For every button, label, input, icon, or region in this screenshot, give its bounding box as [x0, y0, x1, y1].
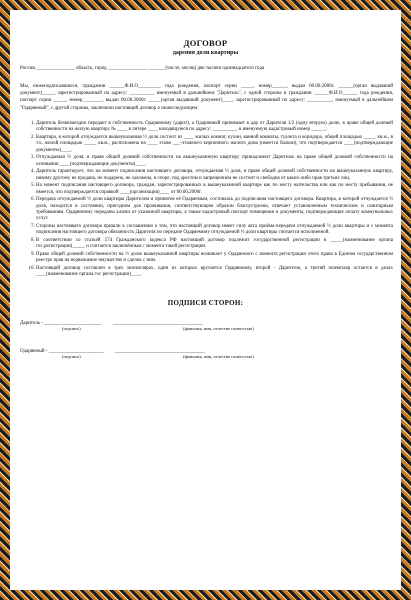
- signature-caption: (подпись): [62, 325, 81, 331]
- clause: 9. Право общей долевой собственности на ½ долю вышеуказанной квартиры возникает у Одаряемого с момента регистрации этого права в Едином государственном реестре прав на недвижимое имущество и сделок с ним.: [36, 252, 393, 265]
- signer-captions: [62, 326, 397, 331]
- clause: 7. Стороны настоящего договора пришли к соглашению о том, что настоящий договор имеет силу акта приёма-передачи отчуждаемой ½ доли квартиры и с момента подписания настоящего договора обязанность Дарителя по передаче Одаряемому отчуждаемой ½ доли квартиры считается исполненной.: [36, 224, 393, 237]
- clause: 2. Квартира, в которой отчуждается вышеуказанная ½ доля состоит из ____ жилых комнат, кухни, ванной комнаты, туалета и коридора, общей площадью _____ кв.м., в т.ч. жилой площадью _____ кв.м., расположена на ____ этаже ___-этажного кирпичного жилого дома (имеется балкон), что подтверждается ____(подтверждающие документы)____.: [36, 135, 393, 154]
- signer-donor: [20, 321, 397, 326]
- fio-caption: (фамилия, имя, отчество полностью): [183, 325, 254, 331]
- document-title: ДОГОВОР: [183, 38, 228, 48]
- intro-paragraph: Мы, нижеподписавшиеся, гражданин ______Ф.И.О_________ года рождения, паспорт серии _____, номер______, выдан 00.00.2000г. ______(орган выдавший документ)_____, зарегистрированный по адресу: __________ именуемый в дальнейшем "Даритель", с одной стороны и гражданин ______Ф.И.О______ года рождения, паспорт серии _____, номер________, выдан 00.00.2000г. _____(орган выдавший документ)____, зарегистрированный по адресу: __________, именуемый в дальнейшем "Одаряемый", с другой стороны, заключили настоящий договор о нижеследующем:: [20, 84, 393, 111]
- clause: 4. Даритель гарантирует, что на момент подписания настоящего договора, отчуждаемая ½ доля, в праве общей долевой собственности на вышеуказанную квартиру, никому другому не продана, не подарена, не заложена, в споре, под арестом и запрещением не состоит и свободна от каких-либо прав третьих лиц.: [36, 169, 393, 182]
- clauses-list: [14, 121, 393, 279]
- clause: 10. Настоящий договор составлен в трех экземплярах, один из которых вручается Одаряемому, второй - Дарителю, а третий экземпляр остается в делах ____(наименование органа гос регистрации)____.: [36, 266, 393, 279]
- signer-fio-line: ____________________________________: [114, 348, 205, 354]
- document-body: [14, 14, 397, 588]
- place-date-line: Россия, _______________ область, город _______________, _______(число, месяц) две тысячи одиннадцатого года: [20, 66, 265, 71]
- signer-fio-line: ____________________________________: [112, 320, 203, 326]
- clause: 6. Передача отчуждаемой ½ доли квартиры Дарителем и принятие её Одаряемым, состоялась до подписания настоящего договора. Квартира, в которой отчуждается ½ доля, находится в состоянии, пригодном для проживания, соответствующим образом благоустроена, отвечает установленным техническим и санитарным требованиям. Одаряемому переданы ключи от указанной квартиры, а также кадастровый паспорт помещения и документы, подтверждающие оплату коммунальных услуг.: [36, 197, 393, 223]
- signatures-title: ПОДПИСИ СТОРОН:: [167, 298, 244, 307]
- document-subtitle: дарения доли квартиры: [172, 50, 239, 56]
- clause: 1. Даритель безвозмездно передает в собственность Одаряемому (дарит), а Одаряемый принимает в дар от Дарителя 1/2 (одну вторую) долю, в праве общей долевой собственности на жилую квартиру № ____ в литере ____ находящуюся по адресу: __________ и именуемую кадастровый номер ______.: [36, 121, 393, 134]
- clause: 3. Отчуждаемая ½ доля, в праве общей долевой собственности на вышеуказанную квартиру принадлежит Дарителю на праве общей долевой собственности на основании ____(подтверждающие документы)____.: [36, 155, 393, 168]
- clause: 5. На момент подписания настоящего договора, граждан, зарегистрированных в вышеуказанной квартире как по месту жительства или как по месту пребывания, не имеется, что подтверждается справкой ____(организация)____ от 00.00.2000г.: [36, 183, 393, 196]
- signer-role-line: Одаряемый - ______________________: [20, 348, 104, 354]
- signer-role-line: Даритель - _______________________: [20, 320, 102, 326]
- signer-captions: [62, 354, 397, 359]
- clause: 8. В соответствии со статьей 574 Гражданского кодекса РФ настоящий договор подлежит государственной регистрации в _____(наименование органа гос.регистрации)_____ и считается заключённым с момента такой регистрации.: [36, 238, 393, 251]
- fio-caption: (фамилия, имя, отчество полностью): [183, 353, 254, 359]
- signature-caption: (подпись): [62, 353, 81, 359]
- signer-recipient: [20, 349, 397, 354]
